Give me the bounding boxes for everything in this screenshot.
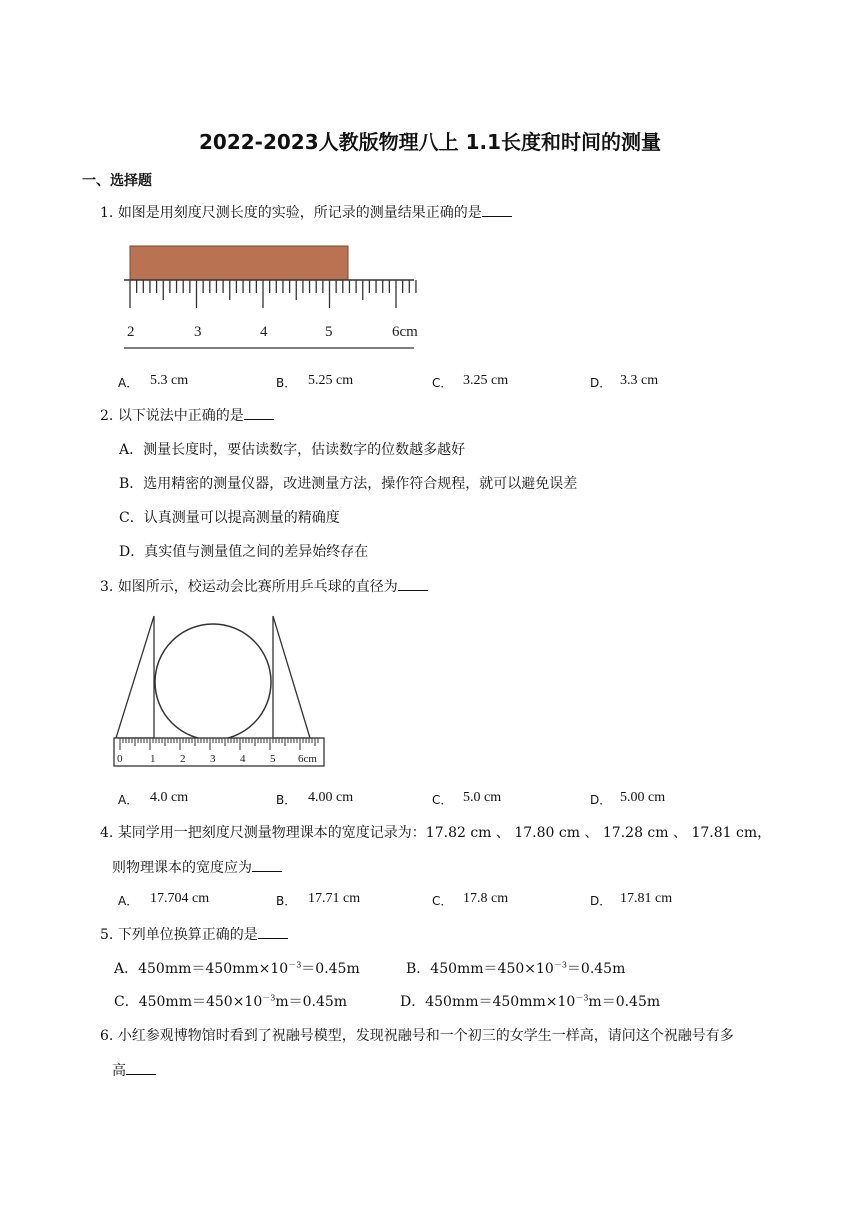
question-text: 某同学用一把刻度尺测量物理课本的宽度记录为：17.82 cm 、 17.80 cm 、 17.28 cm 、 17.81 cm， (117, 825, 772, 841)
option-b[interactable]: B．$450mm=450\times 10^{-3}=0.45m$ (406, 960, 626, 977)
option-c[interactable]: 3.25 cm (463, 373, 509, 388)
section-heading: 一、选择题 (82, 173, 152, 189)
answer-blank (258, 924, 288, 939)
ball-diameter-figure (110, 612, 330, 772)
question-text: 小红参观博物馆时看到了祝融号模型，发现祝融号和一个初三的女学生一样高，请问这个祝融号有多 (117, 1028, 734, 1044)
page-title: 2022-2023人教版物理八上 1.1长度和时间的测量 (198, 130, 662, 154)
right-triangle (273, 616, 310, 738)
option-b[interactable]: 4.00 cm (308, 790, 354, 805)
option-b[interactable]: 5.25 cm (308, 373, 354, 388)
option-letter: A． (118, 376, 139, 390)
tick-label: 6cm (392, 324, 418, 340)
question-number: 3. (100, 579, 114, 595)
question-4-continued (112, 857, 282, 878)
option-a[interactable]: 5.3 cm (150, 373, 189, 388)
question-2 (100, 405, 274, 426)
question-number: 6. (100, 1028, 114, 1044)
question-text: 以下说法中正确的是 (117, 408, 244, 424)
question-text: 高 (112, 1063, 126, 1079)
answer-blank (244, 405, 274, 420)
question-6 (100, 1026, 734, 1046)
tick-label: 3 (210, 753, 216, 765)
option-letter: C． (432, 793, 453, 807)
question-number: 5. (100, 927, 114, 943)
option-letter: C． (432, 894, 453, 908)
option-c[interactable]: 5.0 cm (463, 790, 502, 805)
option-b[interactable]: 17.71 cm (308, 891, 361, 906)
tick-label: 2 (127, 324, 135, 340)
option-d[interactable]: 3.3 cm (620, 373, 659, 388)
options-q3 (118, 789, 758, 809)
question-number: 1. (100, 205, 114, 221)
option-c[interactable]: C．认真测量可以提高测量的精确度 (119, 510, 340, 526)
option-letter: B． (276, 793, 297, 807)
question-text: 如图所示，校运动会比赛所用乒乓球的直径为 (117, 579, 398, 595)
option-d[interactable]: D．真实值与测量值之间的差异始终存在 (119, 544, 369, 560)
options-q1 (118, 372, 758, 392)
tick-label: 3 (194, 324, 202, 340)
option-letter: D． (590, 894, 612, 908)
option-letter: D． (590, 793, 612, 807)
options-q4 (118, 890, 758, 910)
tick-label: 6cm (298, 753, 317, 765)
ruler-figure-1 (118, 236, 438, 354)
option-letter: B． (276, 894, 297, 908)
option-d[interactable]: 5.00 cm (620, 790, 666, 805)
option-d[interactable]: 17.81 cm (620, 891, 673, 906)
question-text: 如图是用刻度尺测长度的实验，所记录的测量结果正确的是 (117, 205, 482, 221)
question-4 (100, 823, 771, 843)
option-d[interactable]: D．$450mm=450mm\times 10^{-3}m=0.45m$ (400, 993, 661, 1010)
measured-block (130, 246, 348, 280)
question-number: 4. (100, 825, 114, 841)
option-b[interactable]: B．选用精密的测量仪器，改进测量方法，操作符合规程，就可以避免误差 (119, 476, 578, 492)
option-letter: D． (590, 376, 612, 390)
tick-label: 5 (270, 753, 276, 765)
option-letter: A． (118, 793, 139, 807)
option-c[interactable]: 17.8 cm (463, 891, 509, 906)
tick-label: 5 (325, 324, 333, 340)
answer-blank (252, 857, 282, 872)
option-a[interactable]: A．$450mm=450mm\times 10^{-3}=0.45m$ (114, 960, 360, 977)
question-5 (100, 924, 288, 945)
tick-label: 1 (150, 753, 156, 765)
tick-label: 0 (117, 753, 123, 765)
option-a[interactable]: 17.704 cm (150, 891, 210, 906)
option-c[interactable]: C．$450mm=450\times 10^{-3}m=0.45m$ (114, 993, 348, 1010)
option-letter: A． (118, 894, 139, 908)
question-1 (100, 202, 512, 223)
option-a[interactable]: A．测量长度时，要估读数字，估读数字的位数越多越好 (119, 442, 466, 458)
answer-blank (398, 576, 428, 591)
option-letter: C． (432, 376, 453, 390)
tick-label: 2 (180, 753, 186, 765)
tick-label: 4 (260, 324, 268, 340)
left-triangle (116, 616, 154, 738)
question-text: 则物理课本的宽度应为 (112, 860, 252, 876)
tick-label: 4 (240, 753, 246, 765)
ruler-labels (127, 324, 418, 340)
question-number: 2. (100, 408, 114, 424)
option-a[interactable]: 4.0 cm (150, 790, 189, 805)
answer-blank (482, 202, 512, 217)
option-letter: B． (276, 376, 297, 390)
answer-blank (126, 1060, 156, 1075)
question-text: 下列单位换算正确的是 (117, 927, 258, 943)
ping-pong-ball (155, 624, 271, 740)
question-6-continued (112, 1060, 156, 1081)
question-3 (100, 576, 428, 597)
